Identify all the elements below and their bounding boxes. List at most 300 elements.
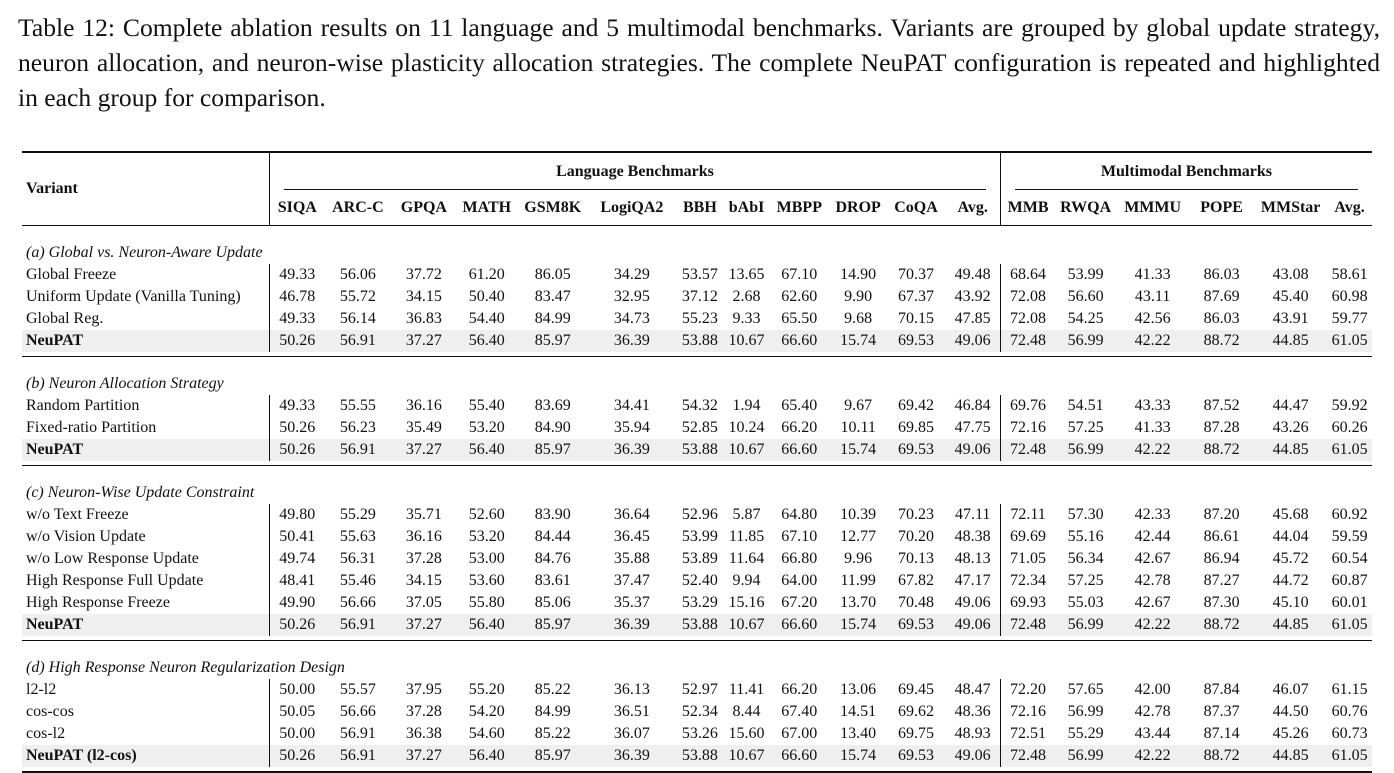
mm-cell: 43.11 [1134,288,1171,305]
mm-cell: 42.78 [1134,703,1171,720]
lang-cell: 35.37 [613,594,650,611]
lang-cell: 70.20 [898,528,934,545]
lang-cell: 50.26 [270,614,325,636]
col-header-mm: MMStar [1260,199,1321,216]
mm-cell: 72.16 [1000,701,1055,723]
lang-cell: 37.28 [405,550,442,567]
variant-name: l2-l2 [26,681,57,698]
mm-cell: 61.05 [1327,614,1372,636]
lang-cell: 15.16 [728,594,765,611]
lang-cell: 14.90 [840,266,877,283]
lang-cell: 13.65 [728,266,765,283]
lang-cell: 70.15 [898,310,934,327]
lang-cell: 55.63 [339,528,376,545]
lang-cell: 55.55 [339,397,376,414]
lang-cell: 11.99 [840,572,876,589]
lang-cell: 50.00 [270,679,325,701]
col-header-lang: DROP [835,199,881,216]
lang-cell: 35.71 [405,506,442,523]
ablation-table [22,151,1372,773]
mm-cell: 87.30 [1203,594,1240,611]
lang-cell: 66.80 [781,550,818,567]
mm-cell: 44.47 [1272,397,1309,414]
mm-cell: 60.76 [1331,703,1368,720]
lang-cell: 53.29 [681,594,718,611]
lang-cell: 9.68 [844,310,873,327]
col-header-lang: bAbI [728,199,765,216]
lang-cell: 8.44 [732,703,761,720]
lang-cell: 43.92 [954,288,991,305]
variant-name: cos-l2 [26,725,66,742]
lang-cell: 70.13 [898,550,934,567]
mm-cell: 72.48 [1000,330,1055,352]
lang-cell: 50.40 [468,288,505,305]
col-header-lang: MBPP [776,199,822,216]
lang-cell: 50.00 [270,723,325,745]
lang-cell: 66.60 [769,745,830,767]
lang-cell: 53.20 [468,419,505,436]
mm-cell: 57.25 [1067,572,1104,589]
mm-cell: 41.33 [1134,419,1171,436]
col-header-mm: Avg. [1334,199,1365,216]
multimodal-benchmarks-header [1000,152,1372,191]
table-row [22,504,1372,526]
lang-cell: 2.68 [732,288,761,305]
mm-cell: 44.72 [1272,572,1309,589]
mm-cell: 42.67 [1134,550,1171,567]
lang-cell: 53.00 [468,550,505,567]
mm-cell: 88.72 [1189,439,1254,461]
lang-cell: 10.39 [840,506,877,523]
lang-cell: 36.13 [613,681,650,698]
lang-cell: 83.61 [534,572,571,589]
mm-cell: 69.76 [1000,395,1055,417]
lang-cell: 35.88 [613,550,650,567]
mm-cell: 55.03 [1067,594,1104,611]
variant-name: Global Freeze [26,266,117,283]
table-row [22,679,1372,701]
lang-cell: 11.41 [728,681,765,698]
table-row [22,548,1372,570]
table-caption: Table 12: Complete ablation results on 11 language and 5 multimodal benchmarks. Variants are grouped by global update strategy, neuron allocation, and neuron-wise plasticity allocation strategies. The complete NeuPAT configuration is repeated and highlighted in each group for comparison. [18,13,1380,112]
lang-cell: 34.15 [405,288,442,305]
lang-cell: 56.40 [456,330,517,352]
mm-cell: 42.22 [1116,330,1189,352]
mm-cell: 87.28 [1203,419,1240,436]
lang-cell: 36.51 [613,703,650,720]
lang-cell: 37.27 [391,439,456,461]
lang-cell: 12.77 [840,528,877,545]
lang-cell: 9.33 [732,310,761,327]
mm-cell: 68.64 [1000,264,1055,286]
mm-cell: 60.73 [1331,725,1368,742]
table-row-highlighted [22,330,1372,352]
lang-cell: 69.53 [887,614,946,636]
lang-cell: 47.85 [954,310,991,327]
lang-cell: 54.20 [468,703,505,720]
mm-cell: 44.50 [1272,703,1309,720]
mm-cell: 61.05 [1327,745,1372,767]
lang-cell: 5.87 [732,506,761,523]
multimodal-benchmarks-label: Multimodal Benchmarks [1100,163,1273,180]
lang-cell: 56.40 [456,614,517,636]
lang-cell: 50.41 [270,526,325,548]
mm-cell: 46.07 [1272,681,1309,698]
lang-cell: 84.76 [534,550,571,567]
section-row [22,357,1372,396]
lang-cell: 10.11 [840,419,876,436]
lang-cell: 67.00 [781,725,818,742]
mm-cell: 44.04 [1272,528,1309,545]
col-header-mm: RWQA [1060,199,1112,216]
lang-cell: 52.85 [681,419,718,436]
variant-name: NeuPAT [22,614,270,636]
lang-cell: 13.40 [840,725,877,742]
mm-cell: 43.44 [1134,725,1171,742]
lang-cell: 35.49 [405,419,442,436]
section-row [22,466,1372,505]
mm-cell: 43.33 [1134,397,1171,414]
lang-cell: 85.97 [517,330,588,352]
lang-cell: 67.82 [898,572,934,589]
lang-cell: 49.06 [945,614,1000,636]
lang-cell: 56.23 [339,419,376,436]
variant-name: w/o Text Freeze [26,506,129,523]
lang-cell: 56.91 [324,745,391,767]
lang-cell: 66.20 [781,419,818,436]
lang-cell: 52.34 [681,703,718,720]
lang-cell: 55.23 [681,310,718,327]
lang-cell: 83.47 [534,288,571,305]
mm-cell: 55.16 [1067,528,1104,545]
lang-cell: 84.99 [534,310,571,327]
lang-cell: 83.69 [534,397,571,414]
lang-cell: 50.26 [270,417,325,439]
lang-cell: 50.05 [270,701,325,723]
mm-cell: 56.34 [1067,550,1104,567]
lang-cell: 52.96 [681,506,718,523]
lang-cell: 34.15 [405,572,442,589]
lang-cell: 70.37 [898,266,934,283]
lang-cell: 53.26 [681,725,718,742]
lang-cell: 56.40 [456,439,517,461]
lang-cell: 10.67 [724,614,769,636]
lang-cell: 47.11 [954,506,991,523]
section-title: (a) Global vs. Neuron-Aware Update [26,244,263,261]
lang-cell: 53.89 [681,550,718,567]
col-header-lang: Avg. [957,199,988,216]
lang-cell: 56.06 [339,266,376,283]
lang-cell: 37.05 [405,594,442,611]
mm-cell: 60.54 [1331,550,1368,567]
lang-cell: 49.06 [945,745,1000,767]
lang-cell: 37.28 [405,703,442,720]
mm-cell: 45.10 [1272,594,1309,611]
lang-cell: 62.60 [781,288,818,305]
table-row [22,308,1372,330]
lang-cell: 36.45 [613,528,650,545]
mm-cell: 60.26 [1331,419,1368,436]
mm-cell: 54.25 [1067,310,1104,327]
mm-cell: 44.85 [1254,330,1327,352]
table-row [22,701,1372,723]
mm-cell: 56.99 [1055,439,1116,461]
lang-cell: 49.33 [270,308,325,330]
lang-cell: 65.50 [781,310,818,327]
mm-cell: 42.67 [1134,594,1171,611]
table-row [22,264,1372,286]
lang-cell: 85.97 [517,745,588,767]
mm-cell: 72.08 [1000,308,1055,330]
lang-cell: 15.74 [830,745,887,767]
mm-cell: 45.68 [1272,506,1309,523]
mm-cell: 57.30 [1067,506,1104,523]
mm-cell: 72.48 [1000,439,1055,461]
lang-cell: 85.06 [534,594,571,611]
table-row [22,723,1372,745]
col-header-lang: GPQA [400,199,447,216]
lang-cell: 9.67 [844,397,873,414]
lang-cell: 65.40 [781,397,818,414]
lang-cell: 84.90 [534,419,571,436]
lang-cell: 64.80 [781,506,818,523]
lang-cell: 69.53 [887,439,946,461]
mm-cell: 60.87 [1331,572,1368,589]
lang-cell: 52.97 [681,681,718,698]
lang-cell: 52.60 [468,506,505,523]
variant-name: cos-cos [26,703,74,720]
spacer-cell [22,767,1372,772]
lang-cell: 67.10 [781,528,818,545]
mm-cell: 69.69 [1000,526,1055,548]
lang-cell: 55.80 [468,594,505,611]
table-row [22,570,1372,592]
section-spacer [22,767,1372,772]
mm-cell: 56.99 [1055,614,1116,636]
variant-name: Random Partition [26,397,140,414]
lang-cell: 47.75 [954,419,991,436]
lang-cell: 36.39 [588,439,675,461]
mm-cell: 72.08 [1000,286,1055,308]
mm-cell: 60.01 [1331,594,1368,611]
table-body [22,226,1372,773]
mm-cell: 45.26 [1272,725,1309,742]
lang-cell: 56.91 [324,614,391,636]
mm-cell: 86.61 [1203,528,1240,545]
lang-cell: 56.40 [456,745,517,767]
mm-cell: 57.65 [1067,681,1104,698]
lang-cell: 48.38 [954,528,991,545]
mm-cell: 61.15 [1331,681,1368,698]
lang-cell: 13.70 [840,594,877,611]
mm-cell: 87.27 [1203,572,1240,589]
mm-cell: 57.25 [1067,419,1104,436]
table-row [22,526,1372,548]
lang-cell: 36.64 [613,506,650,523]
lang-cell: 64.00 [781,572,818,589]
mm-cell: 86.03 [1203,310,1240,327]
lang-cell: 56.91 [324,439,391,461]
col-header-lang: SIQA [270,191,325,226]
lang-cell: 49.90 [270,592,325,614]
lang-cell: 37.27 [391,745,456,767]
lang-cell: 37.27 [391,330,456,352]
mm-cell: 87.69 [1203,288,1240,305]
mm-cell: 59.59 [1331,528,1368,545]
col-header-lang: BBH [682,199,717,216]
mm-cell: 61.05 [1327,439,1372,461]
lang-cell: 49.06 [945,439,1000,461]
variant-name: Uniform Update (Vanilla Tuning) [26,288,241,305]
lang-cell: 69.53 [887,330,946,352]
mm-cell: 45.40 [1272,288,1309,305]
lang-cell: 55.29 [339,506,376,523]
table-row [22,286,1372,308]
lang-cell: 53.88 [676,614,725,636]
lang-cell: 48.93 [954,725,991,742]
mm-cell: 60.98 [1331,288,1368,305]
lang-cell: 46.84 [954,397,991,414]
lang-cell: 70.48 [898,594,934,611]
lang-cell: 9.94 [732,572,761,589]
section-title: (b) Neuron Allocation Strategy [26,375,224,392]
lang-cell: 69.42 [898,397,934,414]
lang-cell: 48.13 [954,550,991,567]
mm-cell: 56.99 [1055,745,1116,767]
language-benchmarks-label: Language Benchmarks [556,163,714,180]
mm-cell: 72.51 [1000,723,1055,745]
lang-cell: 84.44 [534,528,571,545]
mm-cell: 42.22 [1116,614,1189,636]
mm-cell: 71.05 [1000,548,1055,570]
lang-cell: 46.78 [270,286,325,308]
variant-name: High Response Freeze [26,594,170,611]
lang-cell: 53.88 [676,330,725,352]
mm-cell: 88.72 [1189,330,1254,352]
mm-cell: 87.37 [1203,703,1240,720]
lang-cell: 49.74 [270,548,325,570]
section-title: (c) Neuron-Wise Update Constraint [26,484,255,501]
variant-name: NeuPAT [22,439,270,461]
mm-cell: 42.44 [1134,528,1171,545]
col-header-mm: MMMU [1124,199,1182,216]
lang-cell: 15.60 [728,725,765,742]
variant-name: w/o Low Response Update [26,550,199,567]
lang-cell: 37.12 [681,288,718,305]
lang-cell: 14.51 [840,703,877,720]
mm-cell: 53.99 [1067,266,1104,283]
mm-cell: 87.20 [1203,506,1240,523]
ablation-table-container [22,151,1372,773]
mm-cell: 41.33 [1134,266,1171,283]
mm-cell: 58.61 [1331,266,1368,283]
lang-cell: 66.60 [769,614,830,636]
col-header-mm: MMB [1000,191,1055,226]
mm-cell: 87.52 [1203,397,1240,414]
lang-cell: 36.38 [405,725,442,742]
col-header-mm: POPE [1200,199,1243,216]
lang-cell: 85.97 [517,614,588,636]
lang-cell: 52.40 [681,572,718,589]
lang-cell: 56.14 [339,310,376,327]
lang-cell: 67.40 [781,703,818,720]
lang-cell: 83.90 [534,506,571,523]
col-header-lang: ARC-C [332,199,384,216]
lang-cell: 49.80 [270,504,325,526]
lang-cell: 37.95 [405,681,442,698]
mm-cell: 72.16 [1000,417,1055,439]
mm-cell: 43.08 [1272,266,1309,283]
lang-cell: 53.57 [681,266,718,283]
mm-cell: 42.00 [1134,681,1171,698]
mm-cell: 42.33 [1134,506,1171,523]
mm-cell: 56.60 [1067,288,1104,305]
lang-cell: 34.41 [613,397,650,414]
table-row [22,395,1372,417]
lang-cell: 50.26 [270,745,325,767]
lang-cell: 13.06 [840,681,877,698]
lang-cell: 53.99 [681,528,718,545]
lang-cell: 11.64 [728,550,765,567]
mm-cell: 56.99 [1055,330,1116,352]
lang-cell: 48.41 [270,570,325,592]
lang-cell: 85.22 [534,681,571,698]
lang-cell: 15.74 [830,439,887,461]
mm-cell: 43.91 [1272,310,1309,327]
mm-cell: 72.11 [1000,504,1055,526]
lang-cell: 49.06 [945,330,1000,352]
lang-cell: 53.20 [468,528,505,545]
mm-cell: 72.20 [1000,679,1055,701]
mm-cell: 86.03 [1203,266,1240,283]
lang-cell: 34.73 [613,310,650,327]
lang-cell: 56.66 [339,594,376,611]
lang-cell: 49.33 [270,264,325,286]
lang-cell: 37.72 [405,266,442,283]
lang-cell: 10.24 [728,419,765,436]
mm-cell: 69.93 [1000,592,1055,614]
lang-cell: 1.94 [732,397,761,414]
variant-name: Global Reg. [26,310,104,327]
mm-cell: 88.72 [1189,745,1254,767]
lang-cell: 53.88 [676,745,725,767]
mm-cell: 72.48 [1000,745,1055,767]
mm-cell: 44.85 [1254,614,1327,636]
lang-cell: 55.20 [468,681,505,698]
lang-cell: 56.66 [339,703,376,720]
lang-cell: 10.67 [724,330,769,352]
mm-cell: 86.94 [1203,550,1240,567]
variant-name: High Response Full Update [26,572,204,589]
lang-cell: 11.85 [728,528,765,545]
lang-cell: 56.31 [339,550,376,567]
lang-cell: 47.17 [954,572,991,589]
lang-cell: 50.26 [270,330,325,352]
lang-cell: 66.60 [769,330,830,352]
variant-header: Variant [26,180,78,197]
section-row [22,226,1372,265]
table-row [22,417,1372,439]
lang-cell: 61.20 [468,266,505,283]
mm-cell: 42.78 [1134,572,1171,589]
lang-cell: 69.75 [898,725,934,742]
lang-cell: 55.40 [468,397,505,414]
lang-cell: 36.16 [405,528,442,545]
lang-cell: 37.27 [391,614,456,636]
col-header-lang: CoQA [894,199,938,216]
lang-cell: 36.39 [588,330,675,352]
lang-cell: 34.29 [613,266,650,283]
